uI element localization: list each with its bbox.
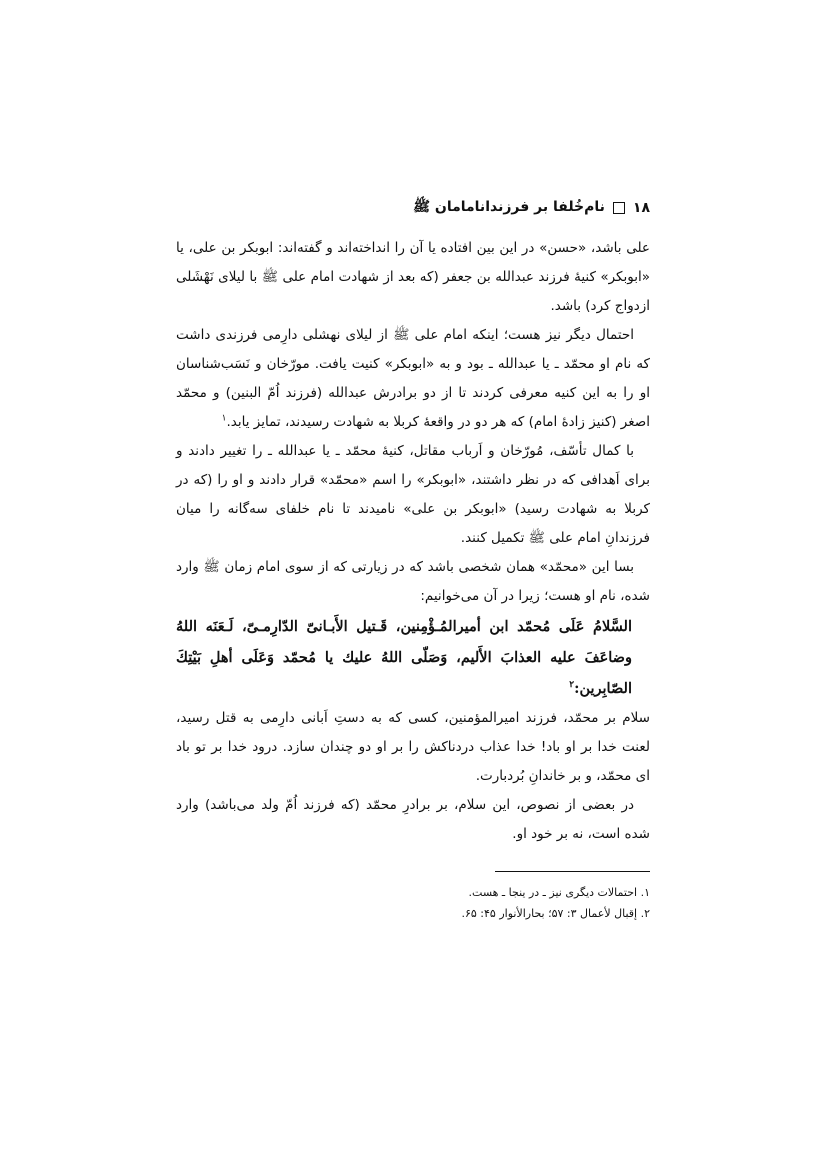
paragraph-1: علی باشد، «حسن» در این بین افتاده یا آن را انداخته‌اند و گفته‌اند: ابوبکر بن علی، یا «ابوبکر» کنیهٔ فرزند عبدالله بن جعفر (که بعد از شهادت امام علی ﷺ با لیلای نَهْشَلی ازدواج کرد) باشد.: [176, 240, 650, 314]
paragraph-4: بسا این «محمّد» همان شخصی باشد که در زیارتی که از سوی امام زمان ﷺ وارد شده، نام او هست؛ زیرا در آن می‌خوانیم:: [176, 559, 650, 604]
footnote-ref-1[interactable]: ۱: [221, 413, 227, 424]
footnote-2: ۲. إقبال لأعمال ۳: ۵۷؛ بحارالأنوار ۴۵: ۶۵.: [461, 907, 650, 920]
page-content: [176, 196, 650, 924]
page-number: ۱۸: [632, 200, 650, 216]
footnote-1: ۱. احتمالات دیگری نیز ـ در ینجا ـ هست.: [468, 886, 650, 899]
translation-paragraph: سلام بر محمّد، فرزند امیرالمؤمنین، کسی که به دستِ اَبانی دارِمی به قتل رسید، لعنت خدا بر او باد! خدا عذاب دردناکش را بر او دو چندان سازد. درود خدا بر تو باد ای محمّد، و بر خاندانِ بُردبارت.: [176, 710, 650, 784]
footnote-separator: [495, 871, 650, 872]
footnote-ref-2[interactable]: ۲: [569, 680, 575, 691]
square-ornament-icon: [613, 202, 625, 214]
paragraph-3: با کمال تأسّف، مُورّخان و اَرباب مقاتل، کنیهٔ محمّد ـ یا عبدالله ـ را تغییر دادند و برای اَهدافی که در نظر داشتند، «ابوبکر» را اسم «محمّد» قرار دادند و او را (که در کربلا به شهادت رسید) «ابوبکر بن علی» نامیدند تا نام خلفای سه‌گانه را میان فرزندانِ امام علی ﷺ تکمیل کنند.: [176, 443, 650, 546]
paragraph-2: احتمال دیگر نیز هست؛ اینکه امام علی ﷺ از لیلای نهشلی دارِمی فرزندی داشت که نام او محمّد ـ یا عبدالله ـ بود و به «ابوبکر» کنیت یافت. مورّخان و نَسَب‌شناسان او را به این کنیه معرفی کردند تا از دو برادرش عبدالله (فرزند اُمّ البنین) و محمّد اصغر (کنیز زادهٔ امام) که هر دو در واقعهٔ کربلا به شهادت رسیدند، تمایز یابد.$^۱$: [176, 327, 650, 430]
running-header: [176, 196, 650, 220]
closing-paragraph: در بعضی از نصوص، این سلام، بر برادرِ محمّد (که فرزند اُمّ ولد می‌باشد) وارد شده است، نه بر خود او.: [176, 797, 650, 842]
arabic-ziyarat-quote: السَّلامُ عَلَی مُحمّد ابن أمیرالمُـؤْمِنین، قَـتیل الأَبـانیّ الدّارِمـیّ، لَـعَنَه اللهُ وضاعَفَ علیه العذابَ الأَلیم، وَصَلّی اللهُ علیك یا مُحمّد وَعَلَی أهلِ بَیْتِكَ الصّابِرین:$^۲$: [176, 618, 632, 697]
chapter-title: نام‌خُلفا بر فرزندانامامان ﷺ: [413, 199, 605, 215]
